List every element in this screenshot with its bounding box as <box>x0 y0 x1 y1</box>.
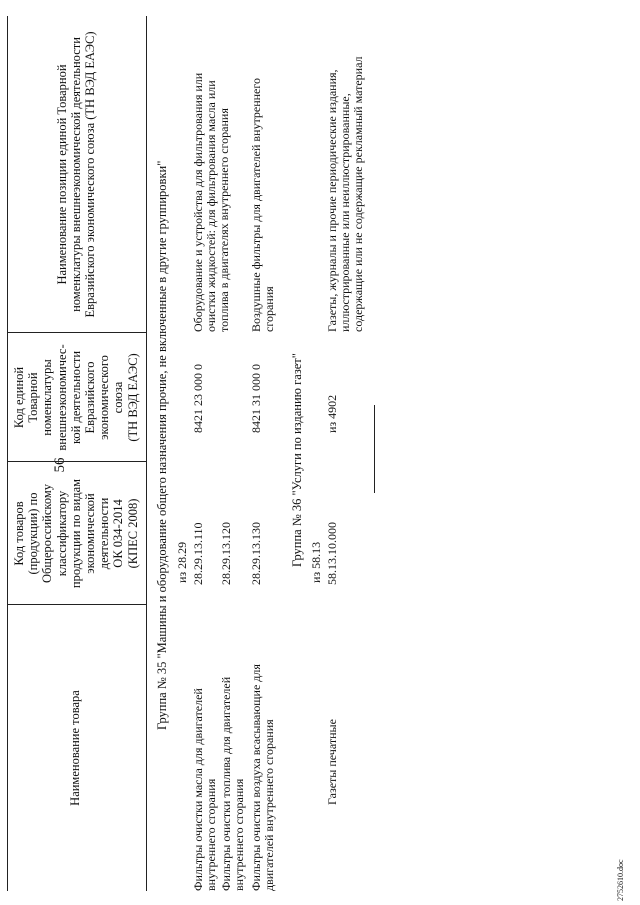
group-35-parent-code: из 28.29 <box>175 541 189 583</box>
header-tnved-code: Код единой Товарной номенклатуры внешнеэкономичес- кой деятельности Евразийского экономического союза (ТН ВЭД ЕАЭС) <box>12 344 140 451</box>
row-fuel-filter-name: Фильтры очистки топлива для двигателей внутреннего сгорания <box>219 676 247 891</box>
header-tnved-position-name: Наименование позиции единой Товарной номенклатуры внешнеэкономической деятельности Евразийского экономического союза (ТН ВЭД ЕАЭС) <box>55 31 98 318</box>
row-air-filter-tnved-name: Воздушные фильтры для двигателей внутреннего сгорания <box>249 78 277 332</box>
row-newspapers-name: Газеты печатные <box>325 719 339 805</box>
table-top-border <box>7 16 8 891</box>
row-newspapers-tnved-name: Газеты, журналы и прочие периодические издания, иллюстрированные или неиллюстрированные, содержащие или не содержащие рекламный материал <box>325 56 366 332</box>
row-oil-filter-tnved-name: Оборудование и устройства для фильтрования или очистки жидкостей: для фильтрования масла или топлива в двигателях внутреннего сгорания <box>191 72 232 332</box>
row-newspapers-tnved: из 4902 <box>325 394 339 433</box>
group-36-title: Группа № 36 "Услуги по изданию газет" <box>290 353 304 567</box>
header-bottom-border <box>146 16 147 891</box>
row-newspapers-okpd2: 58.13.10.000 <box>325 522 339 585</box>
footer-doc-code: 2752610.doc <box>616 859 625 901</box>
header-okpd2-code: Код товаров (продукции) по Общероссийскому классификатору продукции по видам экономической деятельности ОК 034-2014 (КПЕС 2008) <box>12 478 140 589</box>
row-fuel-filter-okpd2: 28.29.13.120 <box>219 522 233 585</box>
closing-rule <box>374 405 375 493</box>
row-oil-filter-name: Фильтры очистки масла для двигателей внутреннего сгорания <box>191 688 219 891</box>
group-35-title: Группа № 35 "Машины и оборудование общего назначения прочие, не включенные в другие группировки" <box>155 160 169 730</box>
row-oil-filter-tnved: 8421 23 000 0 <box>191 364 205 433</box>
group-36-parent-code: из 58.13 <box>309 541 323 583</box>
page-number: 56 <box>52 457 68 473</box>
row-air-filter-okpd2: 28.29.13.130 <box>249 522 263 585</box>
row-oil-filter-okpd2: 28.29.13.110 <box>191 522 205 585</box>
row-air-filter-tnved: 8421 31 000 0 <box>249 364 263 433</box>
header-product-name: Наименование товара <box>68 690 82 806</box>
row-air-filter-name: Фильтры очистки воздуха всасывающие для двигателей внутреннего сгорания <box>249 664 277 891</box>
